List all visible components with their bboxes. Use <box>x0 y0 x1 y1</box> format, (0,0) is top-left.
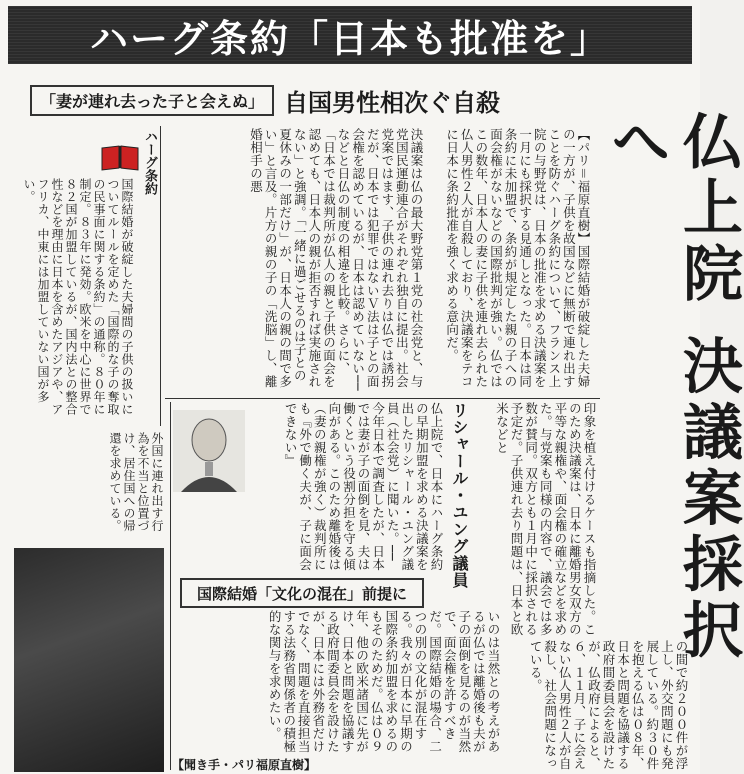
sidebar-title: ハーグ条約 <box>142 130 157 195</box>
portrait-photo <box>173 410 245 492</box>
interview-text: 仏上院で、日本にハーグ条約の早期加盟を求める決議案を出したリシャール・ユング議員（社会党）に聞いた。──今年日本で調査したが、日本では妻が子の面倒を見、夫は働くという役割分担を守る傾向がある。このため離婚後は（妻の親権が強く）裁判所にも『外で働く夫が、子に面会できない』 <box>283 402 444 571</box>
big-vertical-headline: 仏上院 決議案採択へ <box>601 110 743 665</box>
book-icon <box>100 142 140 172</box>
interview-credit: 【聞き手・パリ福原直樹】 <box>172 758 317 772</box>
photograph <box>14 548 164 772</box>
headline-banner <box>8 6 692 64</box>
lead-paragraph-4: の間で約２００件が浮上し、外交問題にも発展している。約３０件を抱える仏は０８年、日本と問題を協議する政府間委員会を設けたが、仏政府によると、６、１１月、子に会えない仏人男性２人が自殺し、社会問題になっている。 <box>528 640 689 770</box>
lead-paragraph-3: 印象を植え付けるケースも指摘した。このため決議案は、日本に離婚男女双方の平等な親権や、面会権の確立などを求めた。与党案も同様の内容で、議会では多数が賛同。双方とも１月中に採択される予定だ。子供連れ去り問題は、日本と欧米などと <box>494 402 597 636</box>
interview-text-2: いのは当然との考えがあるが仏では離婚後も夫が子の面倒を見るのが当然で、面会権を許すべきだ。国際結婚の場合、二つの別の文化が混在する。我々が日本に早期の国際条約加盟を求めるのもそのためだ。仏は０９年、他の欧米諸国に先がけ、日本と問題を協議する政府間委員会を設けたが、日本には外務省だけでなく、問題を直接担当する法務省関係者の積極的な関与を求めたい。 <box>267 610 501 753</box>
subhead-main: 自国男性相次ぐ自殺 <box>284 88 501 117</box>
interview-boxed-heading: 国際結婚「文化の混在」前提に <box>180 578 424 608</box>
sidebar-text: 国際結婚が破綻した夫婦間の子供の扱いについてルールを定めた「国際的な子の奪取の民事面に関する条約」の通称。８０年に制定。８３年に発効。欧米を中心に世界で８２国が加盟しているが、国内法との整合性などを理由に日本を含めたアジアや、アフリカ、中東には加盟していない国が多い。 <box>22 178 134 416</box>
headline: ハーグ条約「日本も批准を」 <box>89 16 610 61</box>
column-divider <box>165 398 600 399</box>
lead-paragraph-1: 【パリ＝福原直樹】国際結婚が破綻した夫婦の一方が、子供を故国などに無断で連れ出すことを防ぐハーグ条約について、フランス上院の与野党は、日本の批准を求める決議案を一月にも採択する見通しとなった。日本は同条約に未加盟で、条約が規定した親の子への面会権がないなどの国際批判が強い。仏ではこの数年、日本人の妻に子供を連れ去られた仏人男性２人が自殺しており、決議案をテコに日本に条約批准を強く求める意向だ。 <box>444 128 591 389</box>
lead-paragraph-2: 決議案は仏の最大野党第１党の社会党と、与党国民運動連合がそれぞれ独自に提出。社会党案ではます、子供の連れ去りは仏では誘拐だが、日本では犯罪ではないＶ法は子との面会権を認めているが、日本は認めていない──などと日仏の制度の相違を比較。さらに、「日本では裁判所が仏人の親と子供の面会を認めても、日本人の親が拒否すれば実施されない」と強調。「一緒に過ごせるのは子との夏休みの一部だけ」が、日本人の親の間で多い」と言及。片方の親の子の「洗脳」し、離婚相手の悪 <box>248 128 424 392</box>
interview-name-heading: リシャール・ユング議員 <box>450 402 469 589</box>
subhead-quote-box: 「妻が連れ去った子と会えぬ」 <box>30 85 274 116</box>
subheadline <box>30 80 600 120</box>
sidebar-extra: 外国に連れ出す行為を不当と位置づけ、居住国への帰還を求めている。 <box>108 432 164 532</box>
sidebar-divider <box>160 126 161 426</box>
